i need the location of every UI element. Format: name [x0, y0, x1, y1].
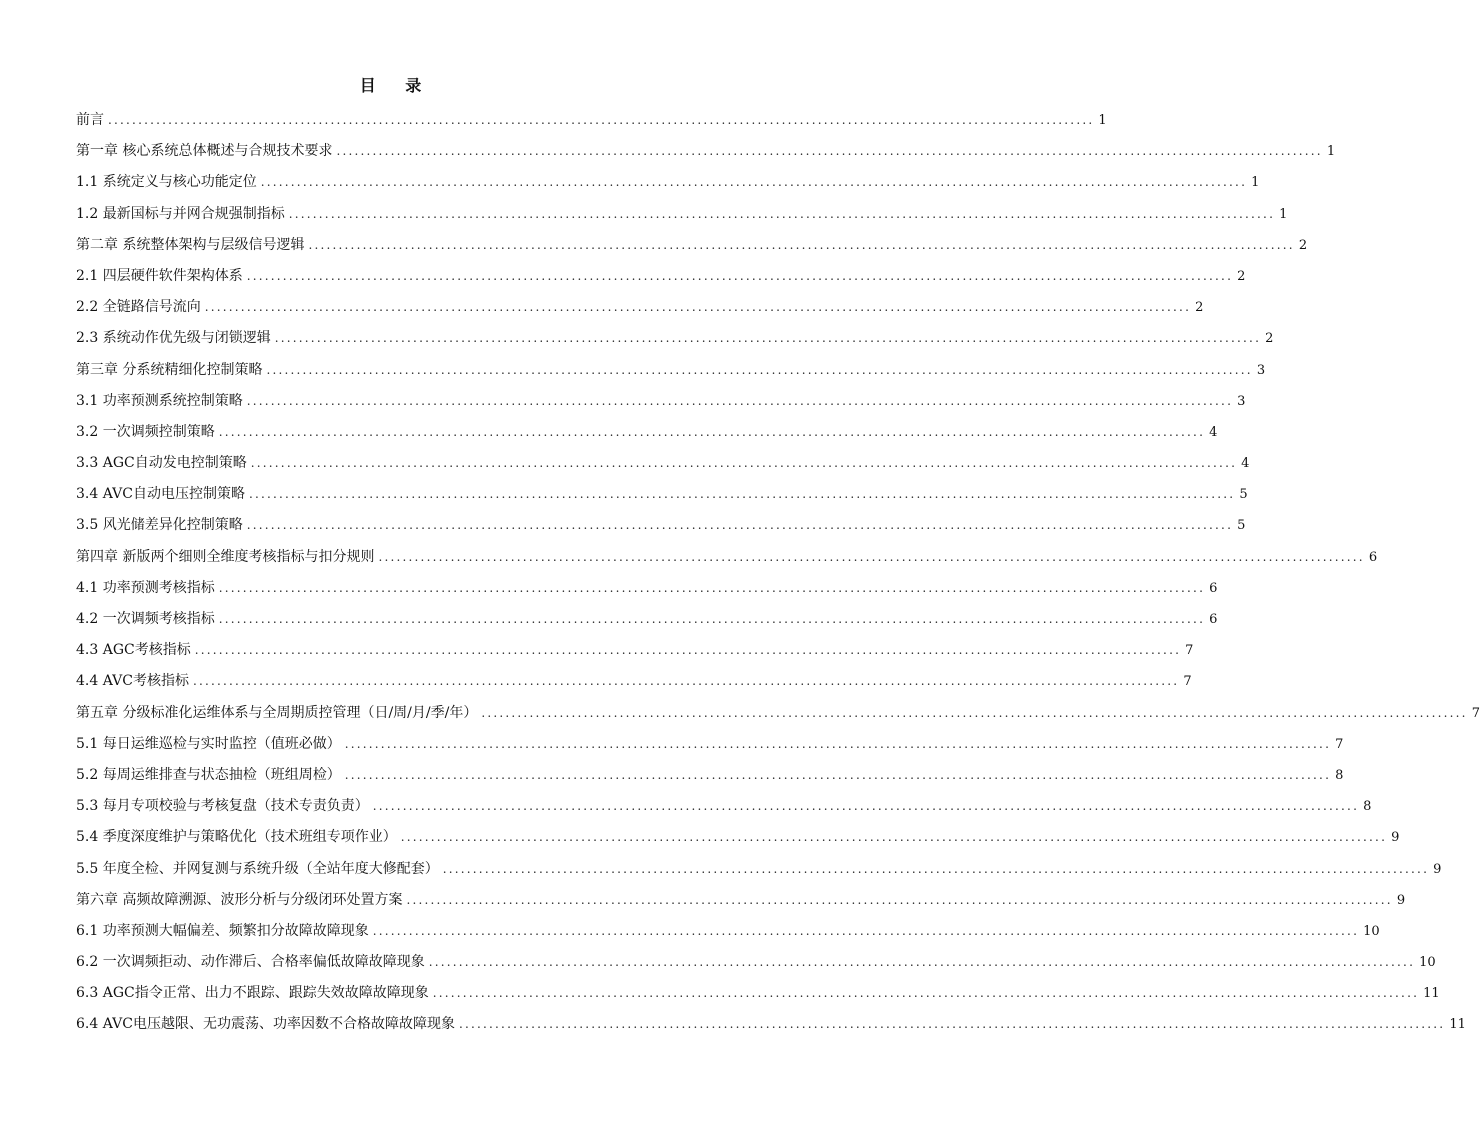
toc-entry[interactable] [76, 199, 1288, 230]
toc-entry-text: 前言 [76, 112, 104, 128]
toc-entry[interactable] [76, 698, 1480, 729]
toc-dot-leader: .................................................................................................................................................................... [458, 1017, 1446, 1032]
toc-entry[interactable] [76, 822, 1400, 853]
toc-dot-leader: .................................................................................................................................................................... [204, 300, 1192, 315]
toc-page-number: 9 [1433, 861, 1442, 877]
toc-page-number: 5 [1239, 487, 1248, 503]
toc-entry-text: 3.1 功率预测系统控制策略 [76, 392, 243, 409]
toc-title: 目 录 [359, 76, 434, 95]
toc-page-number: 10 [1363, 923, 1380, 939]
toc-page-number: 7 [1183, 674, 1192, 690]
toc-entry-text: 2.2 全链路信号流向 [76, 299, 201, 316]
toc-entry-text: 3.5 风光储差异化控制策略 [76, 517, 243, 534]
toc-entry[interactable] [76, 947, 1436, 978]
toc-dot-leader: .................................................................................................................................................................... [274, 331, 1262, 346]
toc-entry[interactable] [76, 105, 1107, 136]
toc-dot-leader: .................................................................................................................................................................... [428, 955, 1416, 970]
toc-page-number: 2 [1298, 237, 1308, 253]
toc-entry-text: 4.1 功率预测考核指标 [76, 579, 215, 596]
toc-page-number: 7 [1185, 643, 1194, 659]
toc-page-number: 11 [1423, 986, 1440, 1002]
toc-entry[interactable] [76, 510, 1246, 541]
toc-dot-leader: .................................................................................................................................................................... [108, 113, 1095, 127]
toc-entry[interactable] [76, 542, 1378, 573]
toc-dot-leader: .................................................................................................................................................................... [336, 144, 1323, 159]
toc-entry-text: 2.1 四层硬件软件架构体系 [76, 267, 243, 284]
toc-dot-leader: .................................................................................................................................................................... [246, 268, 1234, 283]
toc-entry-text: 5.4 季度深度维护与策略优化（技术班组专项作业） [76, 829, 397, 846]
toc-dot-leader: .................................................................................................................................................................... [218, 612, 1206, 626]
toc-entry[interactable] [76, 916, 1380, 947]
toc-entry[interactable] [76, 479, 1248, 510]
toc-dot-leader: .................................................................................................................................................................... [372, 923, 1360, 938]
toc-dot-leader: .................................................................................................................................................................... [260, 175, 1248, 190]
toc-dot-leader: .................................................................................................................................................................... [344, 767, 1332, 782]
toc-dot-leader: .................................................................................................................................................................... [406, 892, 1393, 907]
toc-page-number: 5 [1237, 518, 1246, 534]
toc-page-number: 2 [1265, 331, 1274, 347]
toc-page-number: 1 [1251, 175, 1260, 191]
toc-dot-leader: .................................................................................................................................................................... [246, 518, 1234, 533]
toc-dot-leader: .................................................................................................................................................................... [378, 549, 1365, 564]
toc-page-number: 7 [1335, 736, 1344, 752]
toc-entry[interactable] [76, 635, 1194, 666]
toc-page-number: 6 [1209, 612, 1218, 627]
toc-entry[interactable] [76, 167, 1260, 198]
toc-entry[interactable] [76, 854, 1442, 885]
toc-dot-leader: .................................................................................................................................................................... [372, 799, 1360, 814]
toc-entry[interactable] [76, 791, 1372, 822]
toc-entry[interactable] [76, 666, 1192, 697]
toc-entry-text: 6.2 一次调频拒动、动作滞后、合格率偏低故障故障现象 [76, 954, 425, 971]
toc-entry[interactable] [76, 386, 1246, 417]
toc-page-number: 4 [1209, 424, 1218, 440]
toc-dot-leader: .................................................................................................................................................................... [250, 456, 1238, 471]
toc-entry-text: 第三章 分系统精细化控制策略 [76, 361, 263, 378]
toc-dot-leader: .................................................................................................................................................................... [400, 830, 1388, 845]
toc-entry-text: 1.2 最新国标与并网合规强制指标 [76, 205, 285, 222]
toc-entry[interactable] [76, 417, 1218, 448]
toc-entry-text: 4.2 一次调频考核指标 [76, 611, 215, 627]
toc-dot-leader: .................................................................................................................................................................... [218, 580, 1206, 595]
toc-page-number: 2 [1237, 268, 1246, 284]
toc-entry-text: 第一章 核心系统总体概述与合规技术要求 [76, 143, 333, 160]
toc-dot-leader: .................................................................................................................................................................... [218, 424, 1206, 439]
toc-entry-text: 2.3 系统动作优先级与闭锁逻辑 [76, 330, 271, 347]
toc-entry[interactable] [76, 1009, 1466, 1040]
toc-entry[interactable] [76, 292, 1204, 323]
toc-page-number: 1 [1098, 113, 1107, 128]
toc-entry[interactable] [76, 885, 1406, 916]
toc-entry[interactable] [76, 760, 1344, 791]
toc-entry[interactable] [76, 261, 1246, 292]
toc-entry[interactable] [76, 729, 1344, 760]
toc-entry-text: 1.1 系统定义与核心功能定位 [76, 174, 257, 191]
toc-entry-text: 第五章 分级标准化运维体系与全周期质控管理（日/周/月/季/年） [76, 704, 478, 721]
toc-entry-text: 第四章 新版两个细则全维度考核指标与扣分规则 [76, 548, 375, 565]
toc-entry[interactable] [76, 230, 1308, 261]
toc-dot-leader: .................................................................................................................................................................... [442, 861, 1430, 876]
toc-entry-text: 5.1 每日运维巡检与实时监控（值班必做） [76, 735, 341, 752]
toc-entry[interactable] [76, 448, 1250, 479]
toc-page-number: 3 [1237, 393, 1246, 409]
toc-page-number: 9 [1396, 892, 1406, 908]
toc-entry-text: 3.4 AVC自动电压控制策略 [76, 486, 245, 503]
toc-page-number: 8 [1335, 767, 1344, 783]
toc-entry-text: 6.1 功率预测大幅偏差、频繁扣分故障故障现象 [76, 922, 369, 939]
toc-entry-text: 6.4 AVC电压越限、无功震荡、功率因数不合格故障故障现象 [76, 1016, 455, 1033]
toc-entry[interactable] [76, 136, 1336, 167]
toc-dot-leader: .................................................................................................................................................................... [248, 487, 1236, 502]
toc-dot-leader: .................................................................................................................................................................... [266, 362, 1253, 377]
toc-page-number: 1 [1279, 206, 1288, 222]
toc-entry-text: 3.2 一次调频控制策略 [76, 423, 215, 440]
toc-dot-leader: .................................................................................................................................................................... [481, 705, 1468, 720]
toc-entry[interactable] [76, 355, 1266, 386]
toc-page-number: 3 [1256, 362, 1266, 378]
toc-entry-text: 4.3 AGC考核指标 [76, 642, 191, 659]
toc-entry[interactable] [76, 323, 1274, 354]
toc-list [76, 105, 1480, 1041]
toc-entry-text: 第六章 高频故障溯源、波形分析与分级闭环处置方案 [76, 891, 403, 908]
toc-dot-leader: .................................................................................................................................................................... [344, 736, 1332, 751]
toc-page-number: 4 [1241, 456, 1250, 472]
toc-page-number: 6 [1209, 580, 1218, 596]
toc-entry-text: 5.2 每周运维排查与状态抽检（班组周检） [76, 766, 341, 783]
toc-entry[interactable] [76, 604, 1218, 635]
toc-entry-text: 4.4 AVC考核指标 [76, 673, 189, 690]
toc-dot-leader: .................................................................................................................................................................... [194, 643, 1182, 658]
toc-dot-leader: .................................................................................................................................................................... [246, 393, 1234, 408]
toc-entry-text: 第二章 系统整体架构与层级信号逻辑 [76, 236, 305, 253]
toc-page-number: 2 [1195, 300, 1204, 316]
toc-entry-text: 3.3 AGC自动发电控制策略 [76, 455, 247, 472]
toc-dot-leader: .................................................................................................................................................................... [308, 237, 1295, 252]
toc-entry-text: 6.3 AGC指令正常、出力不跟踪、跟踪失效故障故障现象 [76, 985, 429, 1002]
toc-page-number: 9 [1391, 830, 1400, 846]
toc-page-number: 8 [1363, 799, 1372, 815]
toc-page-number: 10 [1419, 955, 1436, 971]
toc-page-number: 1 [1326, 144, 1336, 160]
toc-dot-leader: .................................................................................................................................................................... [288, 206, 1276, 221]
toc-dot-leader: .................................................................................................................................................................... [432, 986, 1420, 1001]
toc-page-number: 6 [1368, 549, 1378, 565]
toc-page-number: 7 [1471, 705, 1480, 721]
toc-dot-leader: .................................................................................................................................................................... [192, 674, 1180, 689]
toc-entry-text: 5.3 每月专项校验与考核复盘（技术专责负责） [76, 798, 369, 815]
toc-entry-text: 5.5 年度全检、并网复测与系统升级（全站年度大修配套） [76, 860, 439, 877]
toc-entry[interactable] [76, 978, 1440, 1009]
toc-page-number: 11 [1449, 1017, 1466, 1033]
toc-entry[interactable] [76, 573, 1218, 604]
